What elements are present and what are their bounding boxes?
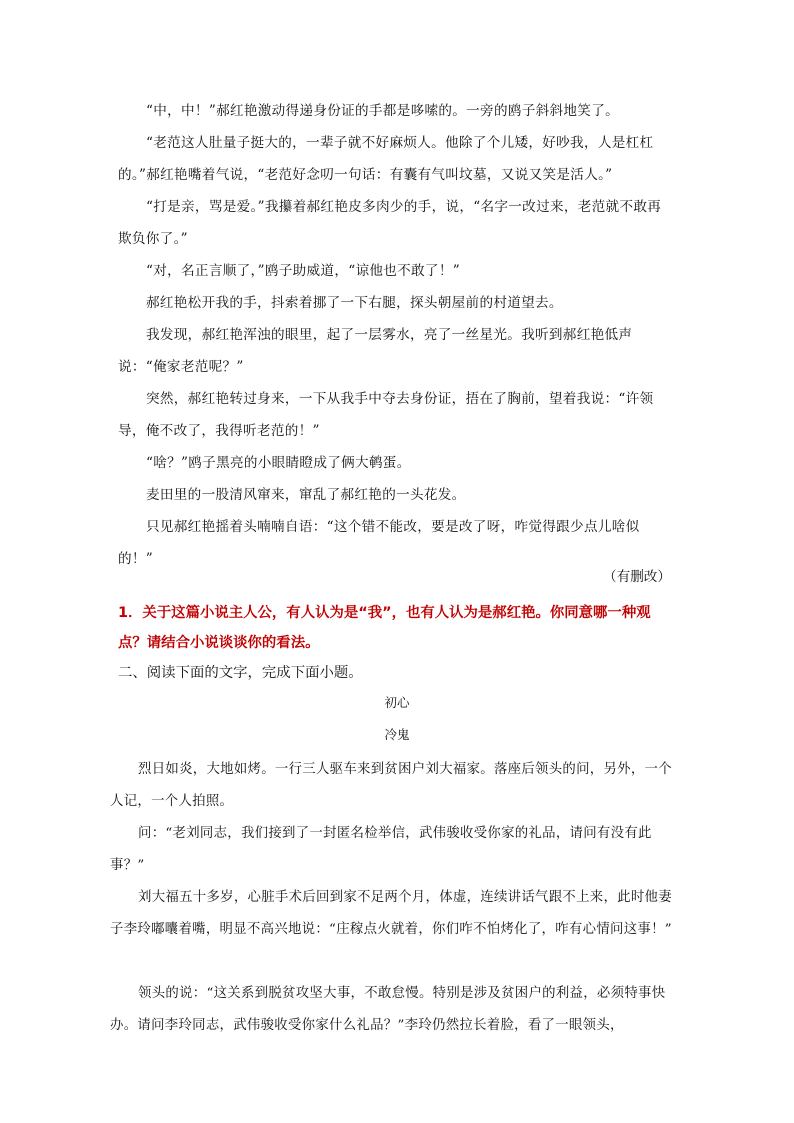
story-author: 冷鬼 xyxy=(384,727,410,742)
story-paragraph: 郝红艳松开我的手，抖索着挪了一下右腿，探头朝屋前的村道望去。 xyxy=(146,295,563,311)
story2-paragraph: 烈日如炎，大地如烤。一行三人驱车来到贫困户刘大福家。落座后领头的问，另外，一个人记，一个人拍照。 xyxy=(110,762,672,810)
story-paragraph: “老范这人肚量子挺大的，一辈子就不好麻烦人。他除了个儿矮，好吵我，人是杠杠的。”郝红艳嘴着气说，“老范好念叨一句话：有囊有气叫坟墓，又说又笑是活人。” xyxy=(118,135,654,184)
story2-paragraph: 问：“老刘同志，我们接到了一封匿名检举信，武伟骏收受你家的礼品，请问有没有此事？” xyxy=(110,826,652,874)
story-paragraph: 我发现，郝红艳浑浊的眼里，起了一层雾水，亮了一丝星光。我听到郝红艳低声说：“俺家老范呢？” xyxy=(118,327,633,376)
story-paragraph: 只见郝红艳摇着头喃喃自语：“这个错不能改，要是改了呀，咋觉得跟少点儿啥似的！” xyxy=(118,519,640,568)
story2-paragraph: 领头的说：“这关系到脱贫攻坚大事，不敢怠慢。特别是涉及贫困户的利益，必须特事快办。请问李玲同志，武伟骏收受你家什么礼品？”李玲仍然拉长着脸，看了一眼领头， xyxy=(110,986,666,1034)
story-paragraph: “中，中！”郝红艳激动得递身份证的手都是哆嗦的。一旁的鸥子斜斜地笑了。 xyxy=(146,103,619,119)
story-paragraph: 突然，郝红艳转过身来，一下从我手中夺去身份证，捂在了胸前，望着我说：“许领导，俺不改了，我得听老范的！” xyxy=(118,391,654,440)
source-note: （有删改） xyxy=(603,569,671,585)
question-1: 1．关于这篇小说主人公，有人认为是“我”，也有人认为是郝红艳。你同意哪一种观点？请结合小说谈谈你的看法。 xyxy=(118,605,651,651)
section-heading: 二、阅读下面的文字，完成下面小题。 xyxy=(118,665,363,681)
story-paragraph: “对，名正言顺了，”鸥子助威道，“谅他也不敢了！” xyxy=(146,263,460,279)
story-paragraph: “打是亲，骂是爱。”我攥着郝红艳皮多肉少的手，说，“名字一改过来，老范就不敢再欺负你了。” xyxy=(118,199,662,248)
story2-paragraph: 刘大福五十多岁，心脏手术后回到家不足两个月，体虚，连续讲话气跟不上来，此时他妻子李玲嘟囔着嘴，明显不高兴地说：“庄稼点火就着，你们咋不怕烤化了，咋有心情问这事！” xyxy=(110,890,672,938)
story-paragraph: 麦田里的一股清风窜来，窜乱了郝红艳的一头花发。 xyxy=(146,487,466,503)
story-title: 初心 xyxy=(384,695,410,710)
story-paragraph: “啥？”鸥子黑亮的小眼睛瞪成了俩大鹌蛋。 xyxy=(146,455,411,471)
